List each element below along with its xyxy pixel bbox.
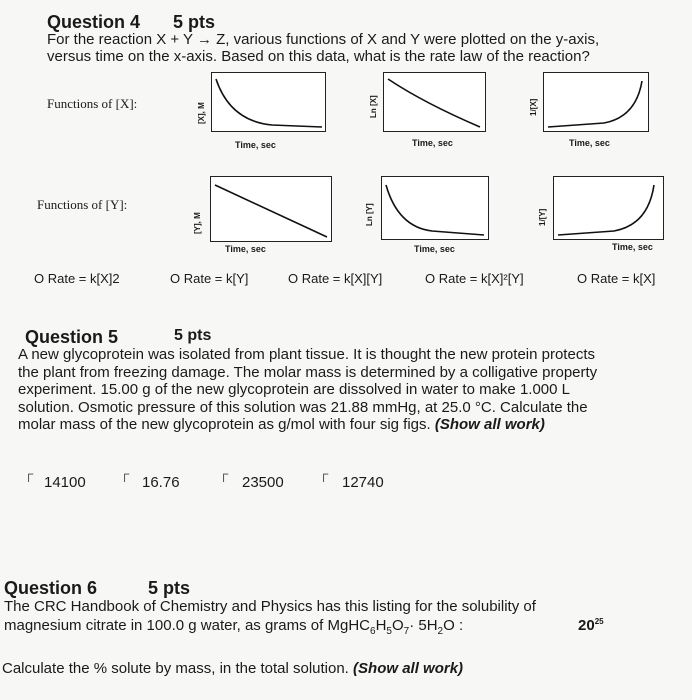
question-5-line-1: A new glycoprotein was isolated from plant tissue. It is thought the new protein protects	[18, 346, 595, 363]
question-4-text-line2: versus time on the x-axis. Based on this data, what is the rate law of the reaction?	[47, 48, 590, 65]
question-5-line-2: the plant from freezing damage. The molar mass is determined by a colligative property	[18, 363, 598, 381]
functions-of-x-label: Functions of [X]:	[47, 96, 138, 111]
question-6-title: Question 6	[4, 578, 98, 598]
question-4-text-line1: For the reaction X + Y → Z, various functions of X and Y were plotted on the y-axis,	[47, 31, 600, 48]
q5-radio-1-icon[interactable]: ┌	[24, 466, 34, 481]
q5-radio-4-icon[interactable]: ┌	[319, 466, 329, 481]
question-5-line-3: experiment. 15.00 g of the new glycoprotein are dissolved in water to make 1.000 L	[18, 381, 570, 398]
formula-hydrate: · 5H	[409, 617, 438, 634]
question-5-line-5: molar mass of the new glycoprotein as g/mol with four sig figs.	[18, 416, 431, 433]
q4-choice-3[interactable]: O Rate = k[X][Y]	[288, 271, 383, 286]
plot-y-ln-xlabel: Time, sec	[414, 244, 455, 254]
plot-x-reciprocal	[543, 72, 649, 132]
q4-choice-2-label: Rate = k[Y]	[183, 271, 249, 286]
plot-x-concentration	[211, 72, 326, 132]
q5-choice-3[interactable]: 23500	[242, 474, 284, 491]
question-6-points: 5 pts	[148, 578, 191, 598]
q4-choice-4[interactable]: O Rate = k[X]²[Y]	[425, 271, 524, 286]
formula-sub-7: 7	[403, 626, 410, 637]
plot-x-ln-ylabel: Ln [X]	[369, 95, 378, 118]
q5-choice-4[interactable]: 12740	[342, 474, 384, 491]
question-6-line3	[2, 660, 463, 678]
formula-sub-2: 2	[437, 626, 444, 637]
plot-x-ln-xlabel: Time, sec	[412, 138, 453, 148]
formula-end: O :	[443, 617, 464, 634]
q4-choice-5[interactable]: O Rate = k[X]	[577, 271, 656, 286]
plot-x-ln	[383, 72, 486, 132]
q5-radio-3-icon[interactable]: ┌	[219, 466, 229, 481]
question-6-line1: The CRC Handbook of Chemistry and Physics has this listing for the solubility of	[4, 598, 536, 615]
plot-x-reciprocal-xlabel: Time, sec	[569, 138, 610, 148]
formula-sub-5: 5	[386, 626, 392, 637]
plot-y-ln	[381, 176, 489, 240]
question-6-show-work: (Show all work)	[353, 660, 464, 677]
question-6-instruction: Calculate the % solute by mass, in the total solution.	[2, 660, 349, 677]
q5-radio-2-icon[interactable]: ┌	[120, 466, 130, 481]
formula-o: O	[391, 617, 404, 634]
solubility-number: 20	[578, 617, 595, 634]
question-5-title: Question 5	[25, 327, 119, 347]
functions-of-y-label: Functions of [Y]:	[37, 197, 128, 212]
plot-y-reciprocal-xlabel: Time, sec	[612, 242, 653, 252]
question-5-body	[18, 346, 597, 434]
plot-y-ln-ylabel: Ln [Y]	[365, 203, 374, 226]
question-5-points: 5 pts	[174, 327, 212, 344]
question-5-show-work: (Show all work)	[434, 416, 545, 433]
formula-sub-6: 6	[370, 626, 376, 637]
plot-x-concentration-ylabel: [X], M	[197, 102, 206, 124]
q4-choice-1-label: Rate = k[X]2	[47, 271, 120, 286]
question-6-line2	[4, 617, 463, 641]
formula-h: H	[375, 617, 387, 634]
plot-x-reciprocal-ylabel: 1/[X]	[529, 98, 538, 116]
solubility-value	[578, 617, 604, 634]
question-4-points: 5 pts	[173, 12, 216, 32]
q4-choice-2[interactable]: O Rate = k[Y]	[170, 271, 249, 286]
q5-choice-1[interactable]: 14100	[44, 474, 86, 491]
plot-y-concentration-xlabel: Time, sec	[225, 244, 266, 254]
q4-choice-3-label: Rate = k[X][Y]	[301, 271, 383, 286]
q4-choice-4-label: Rate = k[X]²[Y]	[438, 271, 524, 286]
solubility-temperature: 25	[594, 617, 604, 626]
q5-choice-2[interactable]: 16.76	[142, 474, 180, 491]
plot-y-concentration-ylabel: [Y], M	[193, 212, 202, 234]
formula-part-1: magnesium citrate in 100.0 g water, as grams of MgHC	[4, 617, 370, 634]
question-4-title: Question 4	[47, 12, 141, 32]
plot-x-concentration-xlabel: Time, sec	[235, 140, 276, 150]
plot-y-reciprocal-ylabel: 1/[Y]	[538, 208, 547, 226]
plot-y-reciprocal	[553, 176, 664, 240]
q4-choice-1[interactable]: O Rate = k[X]2	[34, 271, 120, 286]
plot-y-concentration	[210, 176, 332, 242]
question-5-line-4: solution. Osmotic pressure of this solution was 21.88 mmHg, at 25.0 °C. Calculate the	[18, 398, 588, 416]
q4-choice-5-label: Rate = k[X]	[590, 271, 656, 286]
